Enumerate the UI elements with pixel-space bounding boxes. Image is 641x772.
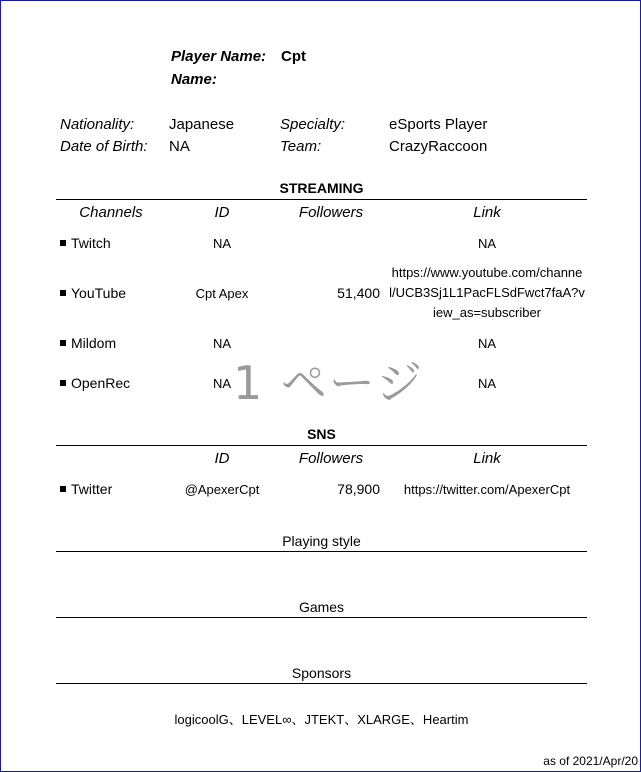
page-watermark: 1 ページ [233, 356, 424, 410]
as-of-date: as of 2021/Apr/20 [543, 754, 638, 768]
table-row-channel: Mildom [60, 335, 116, 351]
sponsors-title: Sponsors [291, 665, 352, 681]
player-name-value: Cpt [281, 48, 306, 65]
streaming-col-channels: Channels [79, 204, 143, 221]
team-label: Team: [280, 138, 322, 155]
table-row-id: NA [212, 336, 232, 351]
table-row-id: @ApexerCpt [184, 482, 260, 497]
bullet-icon [60, 340, 66, 346]
sns-rule [56, 445, 587, 446]
games-rule [56, 617, 587, 618]
nationality-value: Japanese [169, 116, 235, 133]
playing-style-title: Playing style [282, 533, 361, 549]
table-row-id: NA [212, 376, 232, 391]
table-row-channel: OpenRec [60, 375, 130, 391]
name-label: Name: [171, 71, 217, 88]
playing-style-rule [56, 551, 587, 552]
table-row-channel: YouTube [60, 285, 126, 301]
player-name-label: Player Name: [171, 48, 267, 65]
sponsors-list: logicoolG、LEVEL∞、JTEKT、XLARGE、Heartim [174, 712, 469, 727]
dob-label: Date of Birth: [60, 138, 148, 155]
table-row-channel: Twitch [60, 235, 111, 251]
dob-value: NA [169, 138, 190, 155]
games-title: Games [298, 599, 345, 615]
streaming-col-id: ID [214, 204, 230, 221]
nationality-label: Nationality: [60, 116, 135, 133]
specialty-label: Specialty: [280, 116, 346, 133]
sns-col-link: Link [473, 450, 501, 467]
bullet-icon [60, 240, 66, 246]
table-row-link[interactable]: NA [477, 336, 497, 351]
table-row-channel: Twitter [60, 481, 112, 497]
bullet-icon [60, 380, 66, 386]
sns-col-followers: Followers [298, 450, 364, 467]
youtube-link[interactable]: https://www.youtube.com/channel/UCB3Sj1L1PacFLSdFwct7faA?view_as=subscriber [389, 265, 585, 320]
streaming-rule [56, 199, 587, 200]
table-row-id: NA [212, 236, 232, 251]
bullet-icon [60, 290, 66, 296]
table-row-followers: 51,400 [337, 285, 380, 301]
specialty-value: eSports Player [389, 116, 488, 133]
table-row-link[interactable]: NA [477, 236, 497, 251]
streaming-col-followers: Followers [298, 204, 364, 221]
sns-title: SNS [307, 426, 336, 442]
team-value: CrazyRaccoon [389, 138, 488, 155]
sponsors-rule [56, 683, 587, 684]
sns-col-id: ID [214, 450, 230, 467]
table-row-followers: 78,900 [337, 481, 380, 497]
bullet-icon [60, 486, 66, 492]
twitter-link[interactable]: https://twitter.com/ApexerCpt [403, 482, 571, 497]
table-row-id: Cpt Apex [195, 286, 249, 301]
streaming-col-link: Link [473, 204, 501, 221]
streaming-title: STREAMING [279, 180, 364, 196]
table-row-link[interactable]: NA [477, 376, 497, 391]
